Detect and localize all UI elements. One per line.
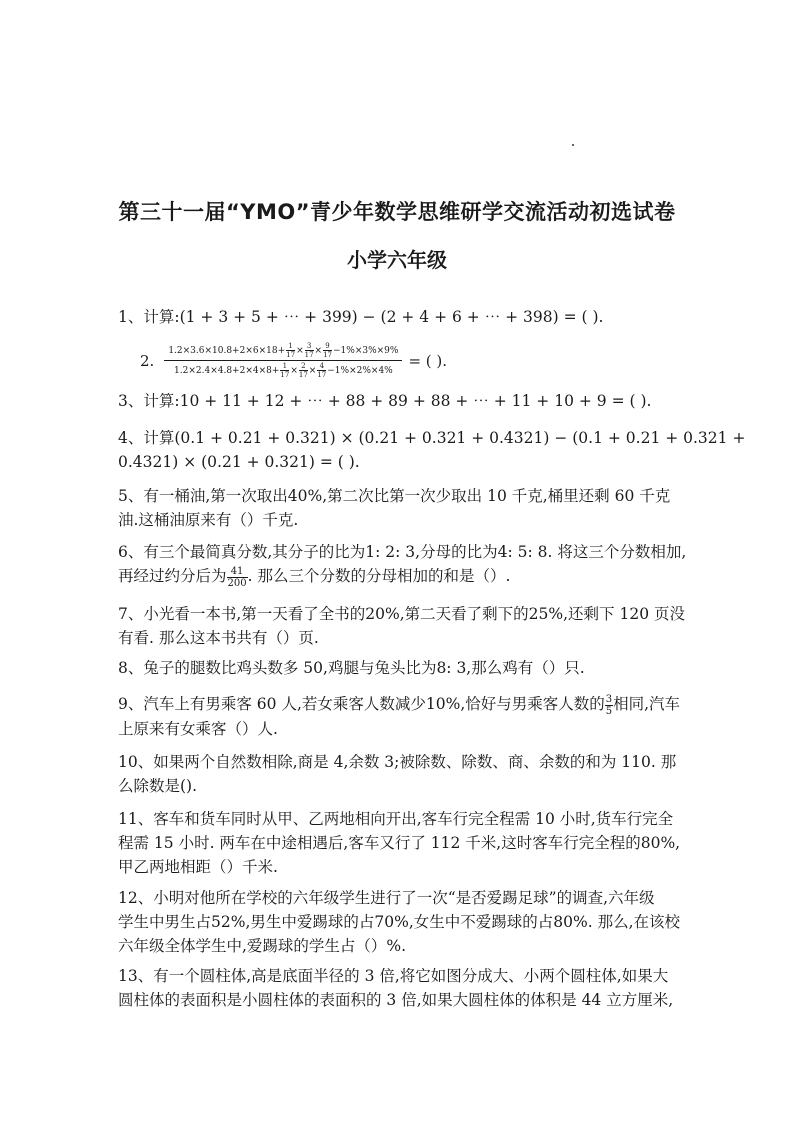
question-text: 4、计算(0.1 + 0.21 + 0.321) × (0.21 + 0.321 + 0.4321) − (0.1 + 0.21 + 0.321 + [118,429,746,447]
question-text: 5、有一桶油,第一次取出40%,第二次比第一次少取出 10 千克,桶里还剩 60 千克 [118,487,671,505]
question-text: 7、小光看一本书,第一天看了全书的20%,第二天看了剩下的25%,还剩下 120 页没 [118,605,685,623]
question-text: 11、客车和货车同时从甲、乙两地相向开出,客车行完全程需 10 小时,货车行完全 [118,810,674,828]
mini-den: 17 [304,351,314,359]
complex-fraction [164,342,402,379]
expr-part: × [290,366,298,376]
question-text: 12、小明对他所在学校的六年级学生进行了一次“是否爱踢足球”的调查,六年级 [118,889,655,907]
question-text: 1、计算:(1 + 3 + 5 + ⋯ + 399) − (2 + 4 + 6 + ⋯ + 398) = ( ). [118,308,604,326]
mini-num: 3 [305,342,314,351]
expr-part: × [314,346,323,356]
question-number: 2. [140,351,155,370]
question-12 [118,886,678,958]
question-8 [118,656,678,680]
question-6 [118,540,687,589]
mini-num: 2 [299,362,308,371]
question-5 [118,484,678,532]
question-text: 油.这桶油原来有（）千克. [118,511,299,529]
question-text: 8、兔子的腿数比鸡头数多 50,鸡腿与兔头比为8: 3,那么鸡有（）只. [118,659,585,677]
question-text: 么除数是(). [118,777,198,795]
mini-den: 17 [280,371,290,379]
mini-den: 17 [317,371,327,379]
expr-part: 1.2×2.4×4.8+2×4×8+ [174,366,280,376]
mini-num: 4 [317,362,326,371]
question-text: 上原来有女乘客（）人. [118,719,278,738]
fraction [227,566,248,589]
expr-part: −1%×2%×4% [327,366,393,376]
mini-fraction [305,342,314,359]
question-2 [140,342,700,379]
question-text [118,564,678,589]
text-part: 9、汽车上有男乘客 60 人,若女乘客人数减少10%,恰好与男乘客人数的 [118,695,605,713]
expr-part: 1.2×3.6×10.8+2×6×18+ [168,346,286,356]
mini-den: 17 [323,351,332,359]
question-text: 六年级全体学生中,爱踢球的学生占（）%. [118,937,407,955]
fraction-numerator: 41 [227,566,248,578]
mini-fraction [280,362,289,379]
mini-num: 9 [323,342,332,351]
fraction-numerator: 3 [605,693,613,705]
expr-part: × [308,366,317,376]
mini-num: 1 [280,362,289,371]
expr-part: × [296,346,304,356]
question-text: 有看. 那么这本书共有（）页. [118,629,319,647]
fraction-denominator: 5 [605,705,613,717]
mini-den: 17 [298,371,308,379]
fraction-denominator: 200 [227,577,247,589]
mini-fraction [323,342,332,359]
question-4 [118,426,746,474]
exam-title: 第三十一届“YMO”青少年数学思维研学交流活动初选试卷 [118,200,676,224]
fraction-numerator [164,342,402,361]
text-part: . 那么三个分数的分母相加的和是（）. [247,567,511,585]
question-text: 10、如果两个自然数相除,商是 4,余数 3;被除数、除数、商、余数的和为 110. 那 [118,753,677,771]
exam-grade: 小学六年级 [347,248,447,272]
question-text: 0.4321) × (0.21 + 0.321) = ( ). [118,453,360,471]
question-1 [118,305,678,329]
mini-den: 17 [286,351,296,359]
question-11 [118,807,681,879]
question-text: 13、有一个圆柱体,高是底面半径的 3 倍,将它如图分成大、小两个圆柱体,如果大 [118,967,669,985]
question-suffix: = ( ). [408,351,448,370]
question-text: 甲乙两地相距（）千米. [118,858,278,876]
question-text [118,692,681,717]
mini-num: 1 [286,342,295,351]
mini-fraction [299,362,308,379]
question-3 [118,389,678,413]
question-text: 3、计算:10 + 11 + 12 + ⋯ + 88 + 89 + 88 + ⋯ + 11 + 10 + 9 = ( ). [118,392,652,410]
question-text: 圆柱体的表面积是小圆柱体的表面积的 3 倍,如果大圆柱体的体积是 44 立方厘米, [118,991,674,1009]
mini-fraction [317,362,326,379]
question-9 [118,692,681,741]
text-part: 再经过约分后为 [118,567,227,585]
question-text: 6、有三个最简真分数,其分子的比为1: 2: 3,分母的比为4: 5: 8. 将这三个分数相加, [118,543,687,561]
question-10 [118,750,678,798]
question-text: 学生中男生占52%,男生中爱踢球的占70%,女生中不爱踢球的占80%. 那么,在该校 [118,913,680,931]
question-text: 程需 15 小时. 两车在中途相遇后,客车又行了 112 千米,这时客车行完全程的80%, [118,834,681,852]
fraction-denominator [164,361,402,379]
scan-speck [572,144,574,146]
expr-part: −1%×3%×9% [333,346,399,356]
question-7 [118,602,685,650]
question-13 [118,964,678,1012]
text-part: 相同,汽车 [613,695,681,713]
fraction [605,694,613,717]
mini-fraction [286,342,295,359]
